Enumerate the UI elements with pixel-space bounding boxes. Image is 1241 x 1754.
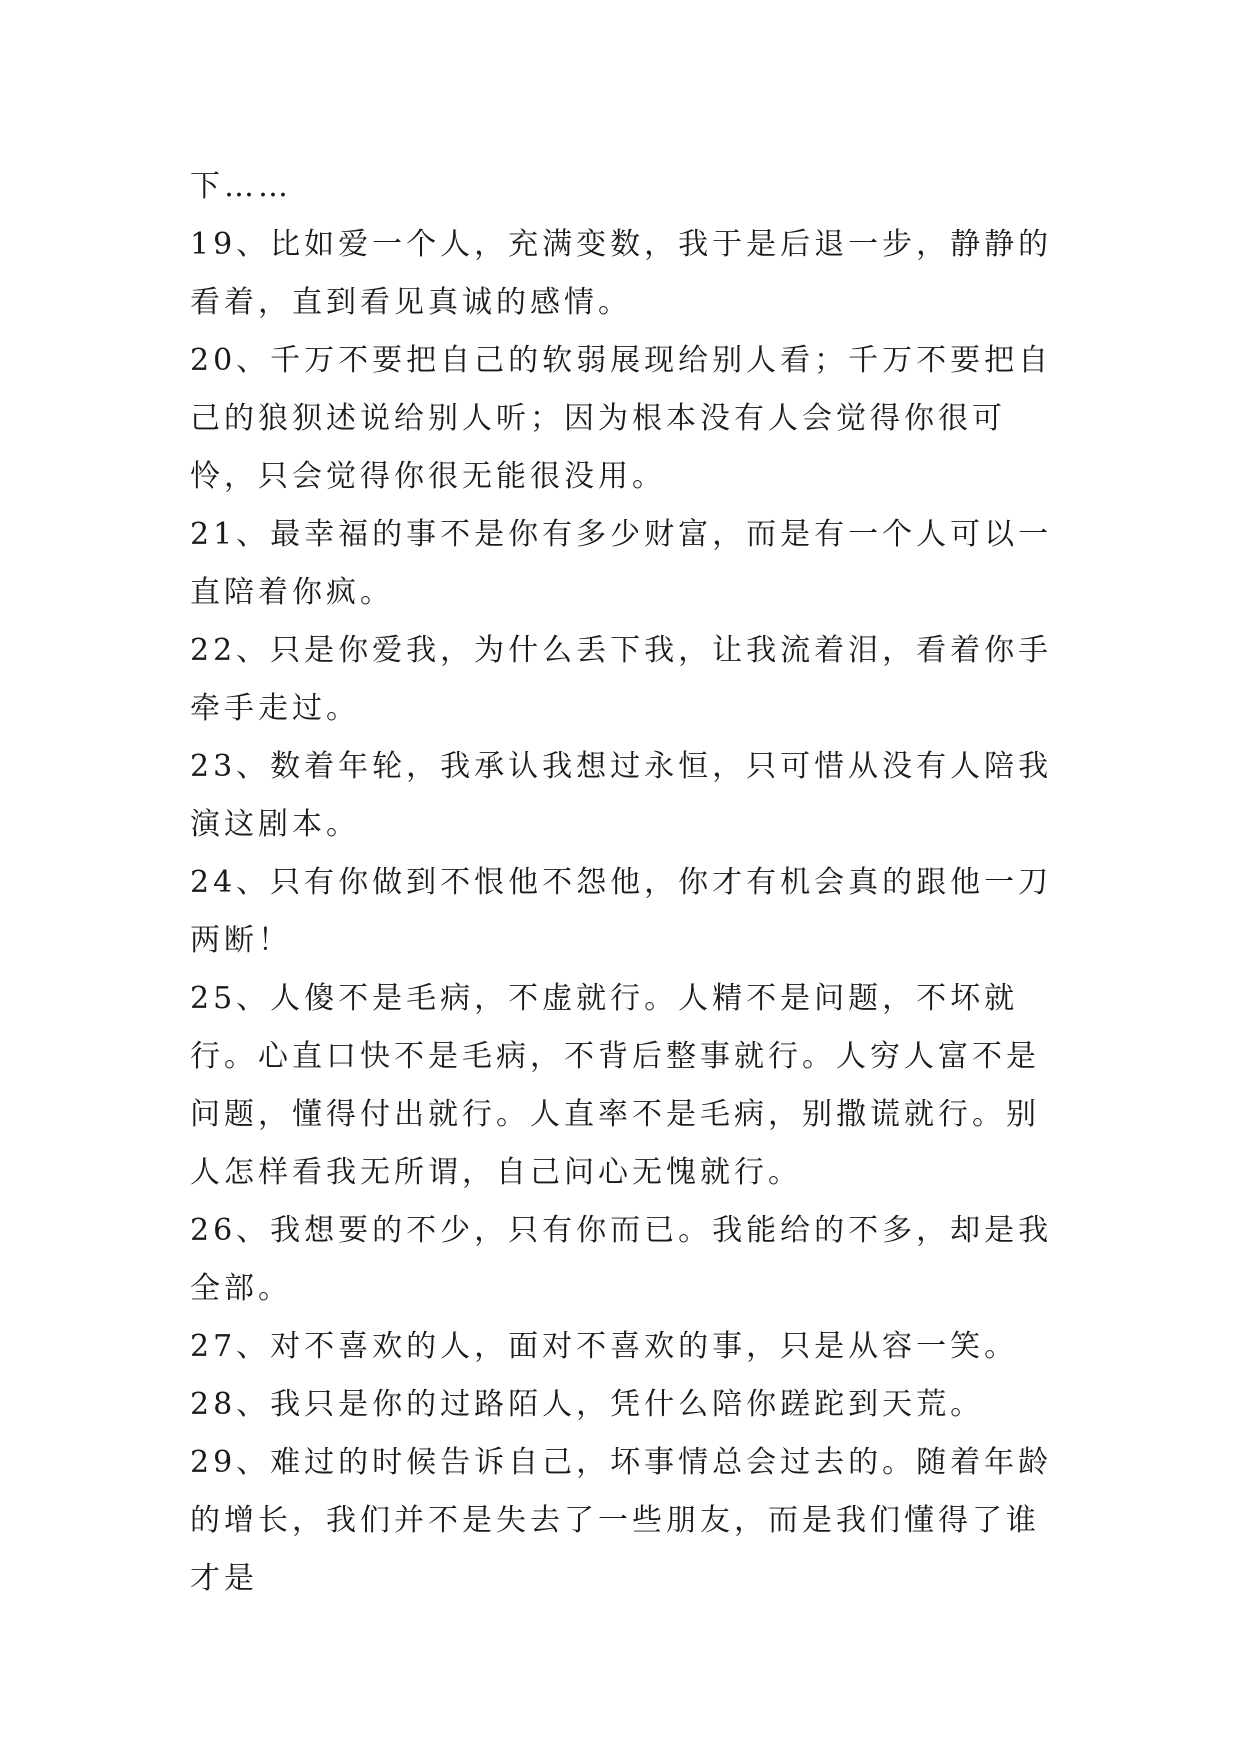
paragraph-continuation: 下…… [190,169,292,204]
paragraph-20: 20、千万不要把自己的软弱展现给别人看；千万不要把自己的狼狈述说给别人听；因为根本没有人会觉得你很可怜，只会觉得你很无能很没用。 [190,343,1053,494]
paragraph-25: 25、人傻不是毛病，不虚就行。人精不是问题，不坏就行。心直口快不是毛病，不背后整事就行。人穷人富不是问题，懂得付出就行。人直率不是毛病，别撒谎就行。别人怎样看我无所谓，自己问心无愧就行。 [190,981,1040,1190]
paragraph-28: 28、我只是你的过路陌人，凭什么陪你蹉跎到天荒。 [190,1387,985,1422]
paragraph-24: 24、只有你做到不恨他不怨他，你才有机会真的跟他一刀两断！ [190,865,1053,958]
paragraph-26: 26、我想要的不少，只有你而已。我能给的不多，却是我全部。 [190,1213,1053,1306]
document-body [190,158,1070,1608]
paragraph-29: 29、难过的时候告诉自己，坏事情总会过去的。随着年龄的增长，我们并不是失去了一些朋友，而是我们懂得了谁才是 [190,1445,1053,1596]
paragraph-23: 23、数着年轮，我承认我想过永恒，只可惜从没有人陪我演这剧本。 [190,749,1053,842]
paragraph-19: 19、比如爱一个人，充满变数，我于是后退一步，静静的看着，直到看见真诚的感情。 [190,227,1053,320]
paragraph-22: 22、只是你爱我，为什么丢下我，让我流着泪，看着你手牵手走过。 [190,633,1053,726]
paragraph-27: 27、对不喜欢的人，面对不喜欢的事，只是从容一笑。 [190,1329,1019,1364]
paragraph-21: 21、最幸福的事不是你有多少财富，而是有一个人可以一直陪着你疯。 [190,517,1053,610]
